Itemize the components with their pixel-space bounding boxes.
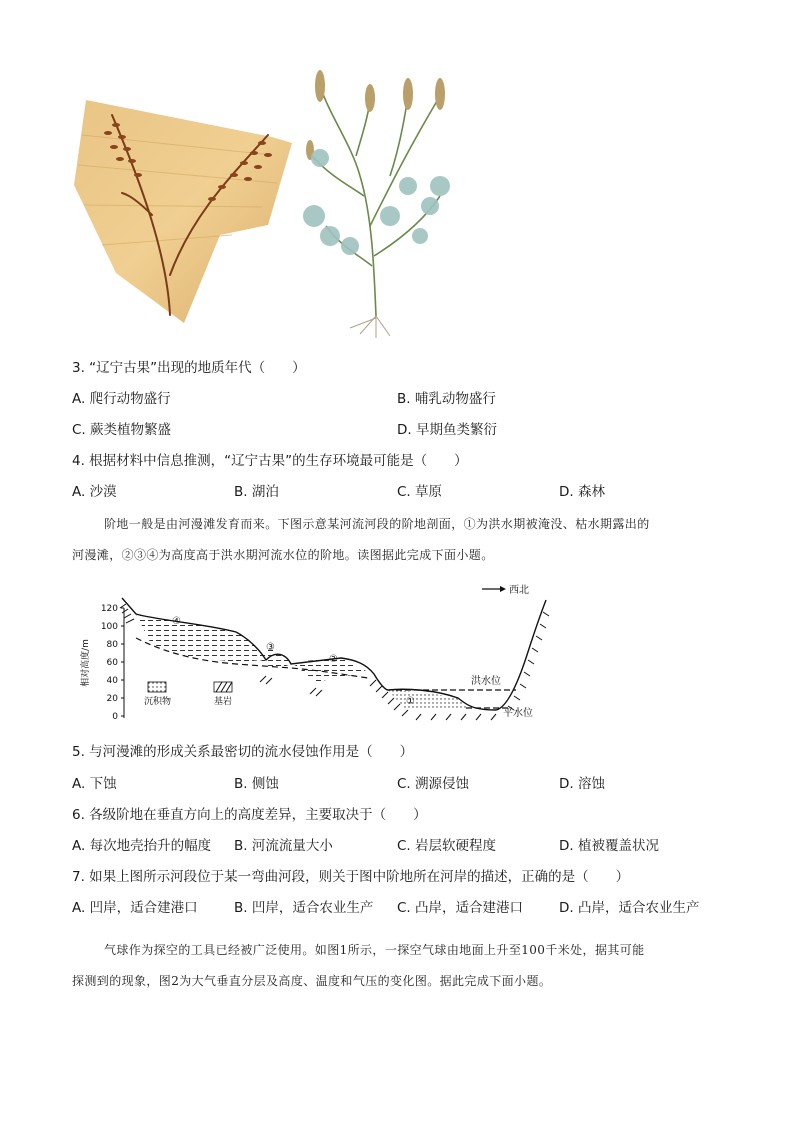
question-5-option-c: C. 溯源侵蚀 [397,776,470,792]
ytick-40: 40 [106,676,118,686]
ytick-120: 120 [100,604,118,614]
ytick-0: 0 [112,712,118,722]
flood-level-label: 洪水位 [471,676,501,687]
balloon-passage-line-1: 气球作为探空的工具已经被广泛使用。如图1所示，一探空气球由地面上升至100千米处，据其可能 [104,943,645,957]
legend-sediment-swatch [148,682,166,692]
question-5-option-d: D. 溶蚀 [559,776,605,792]
question-7-option-b: B. 凹岸，适合农业生产 [234,900,374,916]
terrace-label-3: ③ [266,642,275,653]
fossil-photo [72,95,294,325]
question-3-stem: 3. “辽宁古果”出现的地质年代（ ） [72,360,306,376]
question-7-stem: 7. 如果上图所示河段位于某一弯曲河段，则关于图中阶地所在河岸的描述，正确的是（ ） [72,869,630,885]
question-3-option-c: C. 蕨类植物繁盛 [72,422,172,438]
question-6-stem: 6. 各级阶地在垂直方向上的高度差异，主要取决于（ ） [72,807,427,823]
balloon-passage-line-2: 探测到的现象，图2为大气垂直分层及高度、温度和气压的变化图。据此完成下面小题。 [72,974,552,988]
terrace-passage-line-2: 河漫滩，②③④为高度高于洪水期河流水位的阶地。读图据此完成下面小题。 [72,548,494,562]
ytick-100: 100 [100,622,118,632]
legend-bedrock-label: 基岩 [214,697,233,707]
question-7-option-d: D. 凸岸，适合农业生产 [559,900,700,916]
terrace-label-4: ④ [172,616,181,627]
terrace-label-1: ① [406,696,415,707]
question-7-option-a: A. 凹岸，适合建港口 [72,900,198,916]
question-5-option-a: A. 下蚀 [72,776,117,792]
legend-sediment-label: 沉积物 [144,697,172,707]
question-5-option-b: B. 侧蚀 [234,776,279,792]
terrace-profile-diagram [76,578,556,728]
question-4-option-a: A. 沙漠 [72,484,117,500]
question-6-option-d: D. 植被覆盖状况 [559,838,659,854]
question-6-option-c: C. 岩层软硬程度 [397,838,497,854]
y-axis-label: 相对高度/m [81,639,91,687]
question-4-option-d: D. 森林 [559,484,605,500]
ytick-20: 20 [106,694,118,704]
direction-label: 西北 [509,585,529,596]
question-4-stem: 4. 根据材料中信息推测，“辽宁古果”的生存环境最可能是（ ） [72,453,468,469]
question-3-option-a: A. 爬行动物盛行 [72,391,171,407]
question-6-option-a: A. 每次地壳抬升的幅度 [72,838,212,854]
plant-illustration [290,66,462,338]
question-5-stem: 5. 与河漫滩的形成关系最密切的流水侵蚀作用是（ ） [72,744,414,760]
ytick-60: 60 [106,658,118,668]
terrace-label-2: ② [329,654,338,665]
normal-level-label: 平水位 [503,708,533,719]
question-4-option-b: B. 湖泊 [234,484,279,500]
terrace-passage-line-1: 阶地一般是由河漫滩发育而来。下图示意某河流河段的阶地剖面，①为洪水期被淹没、枯水期露出的 [104,517,650,531]
question-6-option-b: B. 河流流量大小 [234,838,333,854]
question-3-option-d: D. 早期鱼类繁衍 [397,422,497,438]
question-3-option-b: B. 哺乳动物盛行 [397,391,496,407]
question-7-option-c: C. 凸岸，适合建港口 [397,900,524,916]
question-4-option-c: C. 草原 [397,484,443,500]
ytick-80: 80 [106,640,118,650]
